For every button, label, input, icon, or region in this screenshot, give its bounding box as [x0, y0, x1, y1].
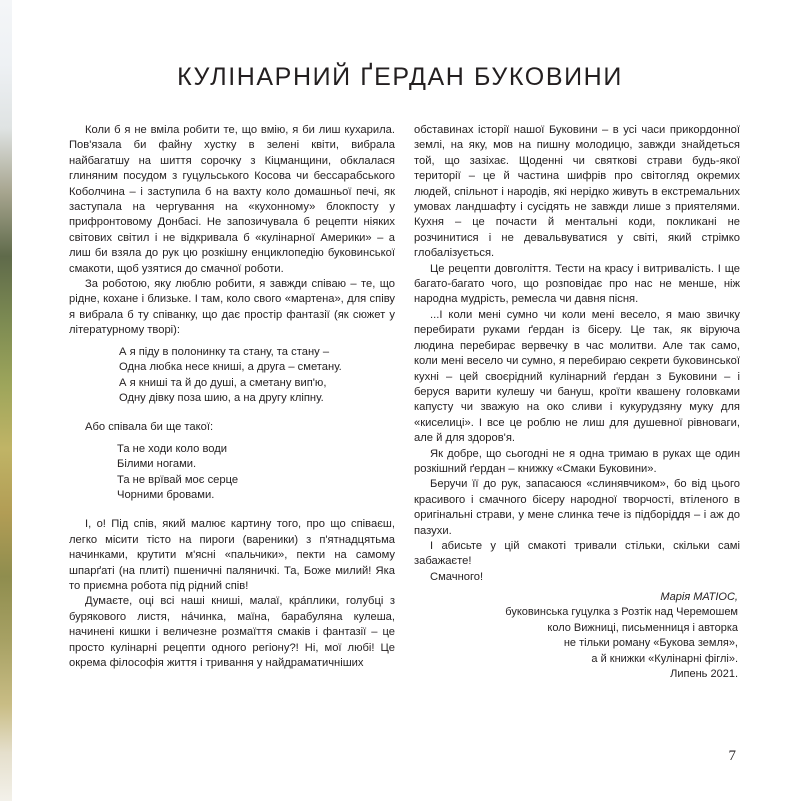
signature-author: Марія МАТІОС,	[660, 591, 738, 603]
signature-date: Липень 2021.	[670, 668, 738, 681]
left-column	[69, 123, 395, 671]
right-column	[414, 123, 740, 585]
poem-quote	[119, 345, 395, 407]
paragraph: Як добре, що сьогодні не я одна тримаю в руках ще один розкішний ґердан – книжку «Смаки Буковини».	[414, 447, 740, 475]
poem-line: Та не врївай моє серце	[117, 473, 239, 486]
paragraph: Коли б я не вміла робити те, що вмію, я би лиш кухарила. Пов'язала би файну хустку в зелені квіти, вибрала найбагатшу на шиття сорочку з Кіцманщини, обклалася глиняним посудом з гуцульського Косова чи бессарабського Коболчина – і заступила б на вахту коло домашньої печі, як заступала на чергування на «кухонному» блокпосту у прифронтовому Донбасі. Не запозичувала б рецепти ніяких світових світил і не відкривала б «кулінарної Америки» – а лиш би взяла до рук цю розкішну енциклопедію буковинської смакоти, щоб узятися до смачної роботи.	[69, 124, 395, 275]
paragraph: Смачного!	[430, 570, 484, 583]
signature-line: коло Вижниці, письменниця і авторка	[547, 621, 738, 634]
paragraph: Це рецепти довголіття. Тести на красу і витривалість. І ще багато-багато чого, що розповідає про нас не менше, ніж народна мудрість, ремесла чи давня пісня.	[414, 262, 740, 306]
paragraph: ...І коли мені сумно чи коли мені весело, я маю звичку перебирати руками ґердан із бісеру. Це так, як віруюча людина перебирає вервечку в час молитви. Але так само, коли мені весело чи сумно, я перебираю секрети буковинської кухні – цей своєрідний кулінарний ґердан з Буковини – і беруся варити кулешу чи бануш, кроїти квашену головками капусту чи зважую на око сливи і кукурудзяну муку для «киселиці». І все це роблю не лиш для душевної рівноваги, але й для здоров'я.	[414, 308, 740, 445]
poem-line: Одну дівку поза шию, а на другу кліпну.	[119, 391, 324, 404]
paragraph: Думаєте, оці всі наші книші, малаї, кра́плики, голубці з бурякового листя, на́чинка, маїна, барабуляна кулеша, начинені кишки і величезне розмаїття смаків і фантазії – це просто кулінарні рецепти одного регіону?! Ні, мої любі! Це окрема філософія життя і тривання у найдраматичніших	[69, 595, 395, 669]
poem-line: Чорними бровами.	[117, 488, 215, 501]
paragraph: За роботою, яку люблю робити, я завжди співаю – те, що рідне, кохане і близьке. І там, коло свого «мартена», для співу я вибрала б ту співанку, що дає простір фантазії (як сюжет у літературному творі):	[69, 278, 395, 337]
paragraph: І, о! Під спів, який малює картину того, про що співаєш, легко місити тісто на пироги (вареники) з п'ятнадцятьма начинками, крутити м'ясні «пальчики», пекти на самому шпарґаті (на плиті) пшеничні паляничкі. Та, Боже милий! Яка то приємна робота під рідний спів!	[69, 518, 395, 592]
poem-line: Одна любка несе книші, а друга – сметану.	[119, 361, 342, 374]
paragraph: обставинах історії нашої Буковини – в усі часи прикордонної землі, на яку, мов на пишну молодицю, завжди знайдеться той, що зазіхає. Щоденні чи святкові страви будь-якої території – це й частина шифрів про світогляд окремих людей, спільнот і народів, які нерідко живуть в екстремальних умовах ландшафту і сусідять не завжди лише з приятелями. Кухня – це почасти й ментальні коди, покликані не розчинитися і не девальвуватися у світі, який стрімко глобалізується.	[414, 124, 740, 260]
signature-line: буковинська гуцулка з Розтік над Черемошем	[505, 606, 738, 619]
page-title: КУЛІНАРНИЙ ҐЕРДАН БУКОВИНИ	[177, 63, 623, 91]
signature-line: не тільки роману «Букова земля»,	[563, 637, 738, 650]
paragraph: Або співала би ще такої:	[85, 421, 214, 434]
paragraph: І абисьте у цій смакоті тривали стільки, скільки самі забажаєте!	[414, 539, 740, 568]
poem-quote	[117, 442, 395, 504]
edge-photo-strip	[0, 0, 12, 801]
signature-line: а й книжки «Кулінарні фіглі».	[591, 652, 738, 665]
page-number: 7	[728, 748, 736, 764]
poem-line: А я книші та й до душі, а сметану вип'ю,	[119, 376, 327, 389]
signature-block	[418, 590, 738, 682]
poem-line: Та не ходи коло води	[117, 442, 228, 455]
poem-line: А я піду в полонинку та стану, та стану –	[119, 345, 330, 358]
poem-line: Білими ногами.	[117, 458, 197, 471]
paragraph: Беручи її до рук, запасаюся «слинявчиком», бо від цього красивого і смачного бісеру народної творчості, втіленого в оригінальні страви, у мене слинка тече із підборіддя – і аж до пазухи.	[414, 478, 740, 537]
